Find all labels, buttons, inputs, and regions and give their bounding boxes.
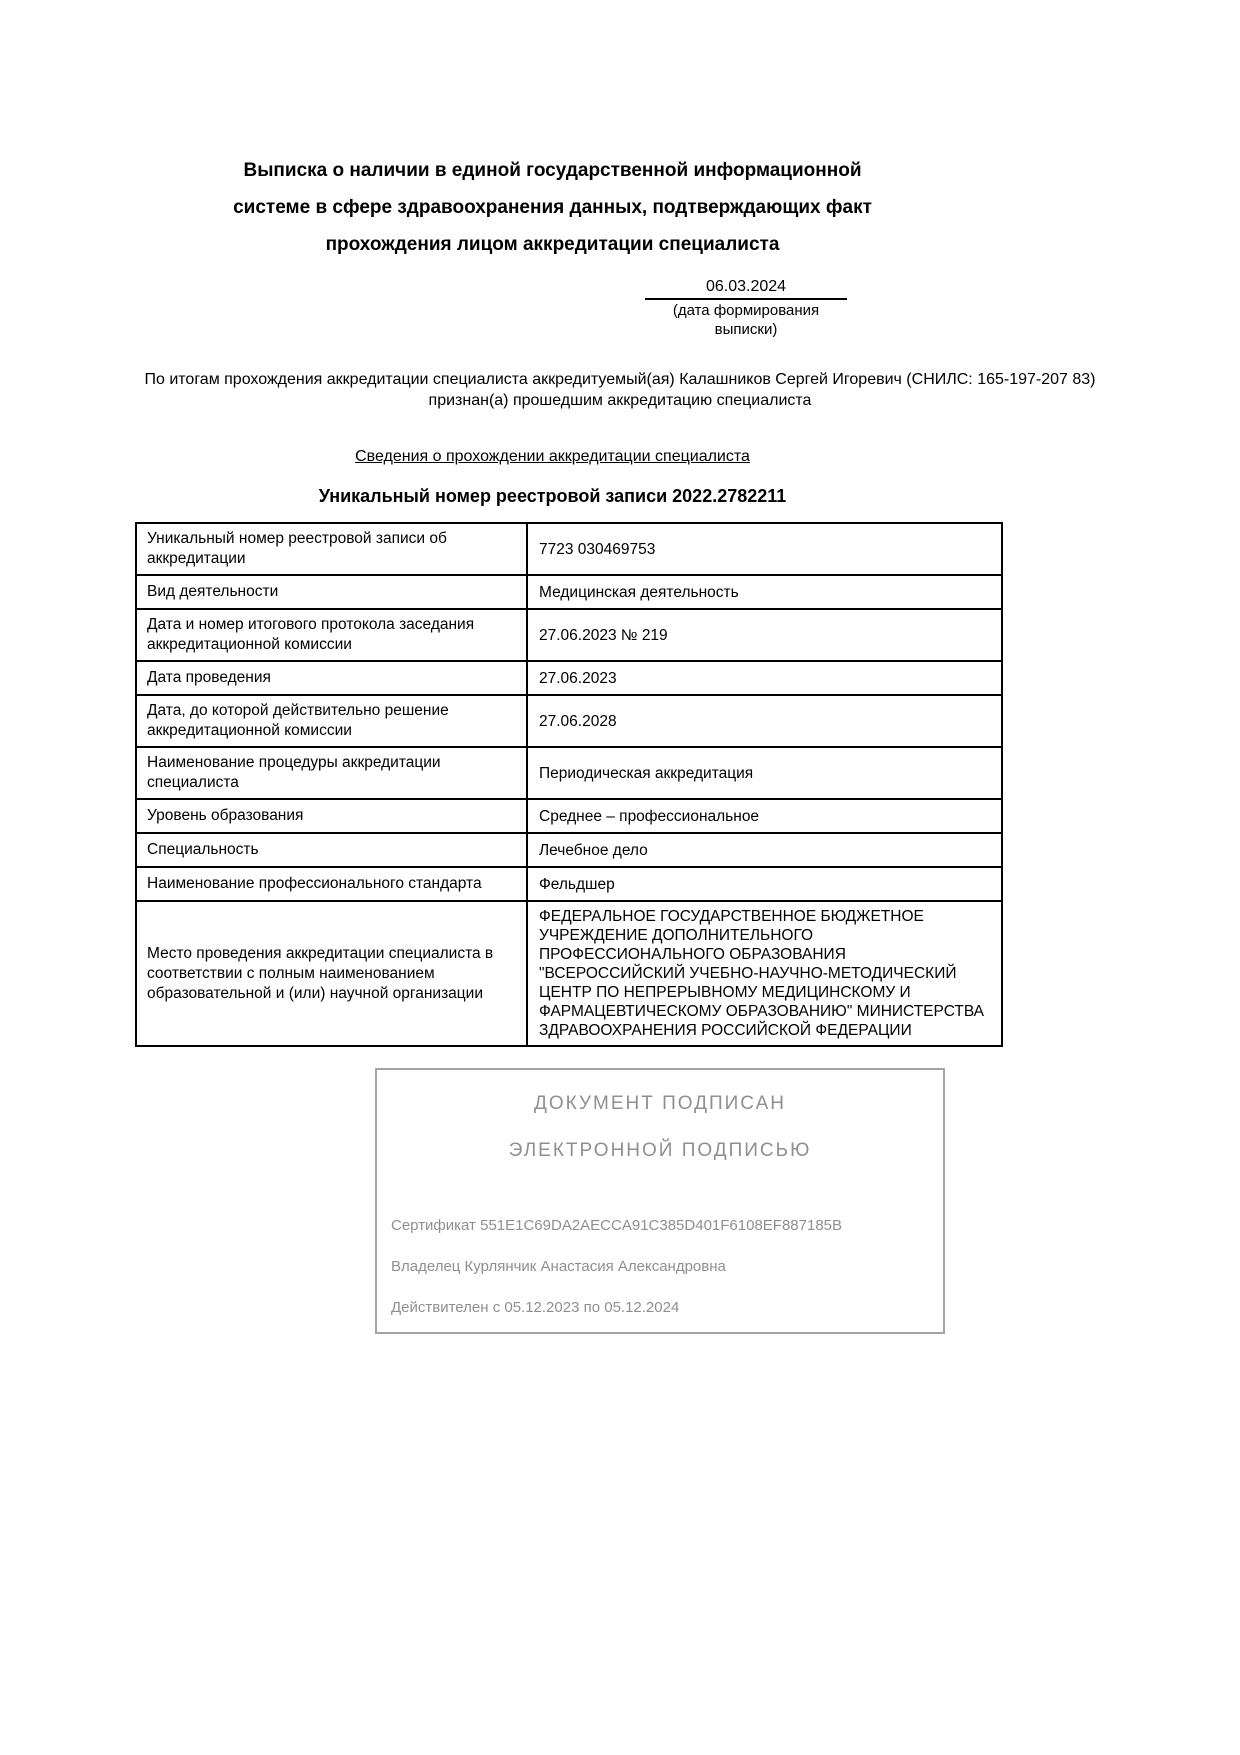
row-value: Фельдшер xyxy=(527,867,1002,901)
row-label: Наименование профессионального стандарта xyxy=(136,867,527,901)
stamp-validity: Действителен с 05.12.2023 по 05.12.2024 xyxy=(391,1299,680,1316)
row-value: 27.06.2023 xyxy=(527,661,1002,695)
table-row-valid-until xyxy=(136,695,1002,747)
title-line-2: системе в сфере здравоохранения данных, подтверждающих факт xyxy=(233,197,872,218)
document-title xyxy=(135,0,970,263)
title-line-3: прохождения лицом аккредитации специалиста xyxy=(325,234,780,255)
stamp-title-line1: ДОКУМЕНТ ПОДПИСАН xyxy=(534,1093,786,1114)
row-value: 27.06.2023 № 219 xyxy=(527,609,1002,661)
row-value: ФЕДЕРАЛЬНОЕ ГОСУДАРСТВЕННОЕ БЮДЖЕТНОЕ УЧРЕЖДЕНИЕ ДОПОЛНИТЕЛЬНОГО ПРОФЕССИОНАЛЬНОГО ОБРАЗОВАНИЯ "ВСЕРОССИЙСКИЙ УЧЕБНО-НАУЧНО-МЕТОДИЧЕСКИЙ ЦЕНТР ПО НЕПРЕРЫВНОМУ МЕДИЦИНСКОМУ И ФАРМАЦЕВТИЧЕСКОМУ ОБРАЗОВАНИЮ" МИНИСТЕРСТВА ЗДРАВООХРАНЕНИЯ РОССИЙСКОЙ ФЕДЕРАЦИИ xyxy=(527,901,1002,1046)
table-row-specialty xyxy=(136,833,1002,867)
section-heading: Сведения о прохождении аккредитации специалиста xyxy=(355,448,750,465)
intro-line-2: признан(а) прошедшим аккредитацию специалиста xyxy=(428,392,812,409)
stamp-owner: Владелец Курлянчик Анастасия Александровна xyxy=(391,1258,726,1275)
stamp-certificate: Сертификат 551E1C69DA2AECCA91C385D401F6108EF887185B xyxy=(391,1217,843,1234)
row-value: Лечебное дело xyxy=(527,833,1002,867)
row-value: 7723 030469753 xyxy=(527,523,1002,575)
row-label: Уникальный номер реестровой записи об аккредитации xyxy=(136,523,527,575)
row-value: Периодическая аккредитация xyxy=(527,747,1002,799)
table-row-education-level xyxy=(136,799,1002,833)
formation-date-block xyxy=(645,277,847,339)
table-row-procedure-name xyxy=(136,747,1002,799)
row-label: Дата и номер итогового протокола заседания аккредитационной комиссии xyxy=(136,609,527,661)
stamp-title-line2: ЭЛЕКТРОННОЙ ПОДПИСЬЮ xyxy=(508,1140,812,1161)
title-line-1: Выписка о наличии в единой государственной информационной xyxy=(243,160,862,181)
row-label: Дата проведения xyxy=(136,661,527,695)
stamp-details xyxy=(391,1217,929,1317)
accreditation-table xyxy=(135,522,1003,1047)
intro-line-1: По итогам прохождения аккредитации специалиста аккредитуемый(ая) Калашников Сергей Игоревич (СНИЛС: 165-197-207 83) xyxy=(144,371,1096,388)
formation-date: 06.03.2024 xyxy=(645,277,847,300)
row-label: Наименование процедуры аккредитации специалиста xyxy=(136,747,527,799)
row-label: Место проведения аккредитации специалиста в соответствии с полным наименованием образовательной и (или) научной организации xyxy=(136,901,527,1046)
row-label: Специальность xyxy=(136,833,527,867)
table-row-accreditation-place xyxy=(136,901,1002,1046)
row-label: Дата, до которой действительно решение аккредитационной комиссии xyxy=(136,695,527,747)
table-row-date-held xyxy=(136,661,1002,695)
row-label: Вид деятельности xyxy=(136,575,527,609)
table-row-registry-number xyxy=(136,523,1002,575)
table-row-protocol xyxy=(136,609,1002,661)
formation-date-caption: (дата формирования выписки) xyxy=(672,302,820,338)
record-number-heading: Уникальный номер реестровой записи 2022.2782211 xyxy=(318,486,787,506)
row-label: Уровень образования xyxy=(136,799,527,833)
row-value: Медицинская деятельность xyxy=(527,575,1002,609)
table-row-professional-standard xyxy=(136,867,1002,901)
row-value: Среднее – профессиональное xyxy=(527,799,1002,833)
table-row-activity-type xyxy=(136,575,1002,609)
signature-stamp xyxy=(375,1068,945,1334)
intro-paragraph xyxy=(0,369,1240,411)
row-value: 27.06.2028 xyxy=(527,695,1002,747)
